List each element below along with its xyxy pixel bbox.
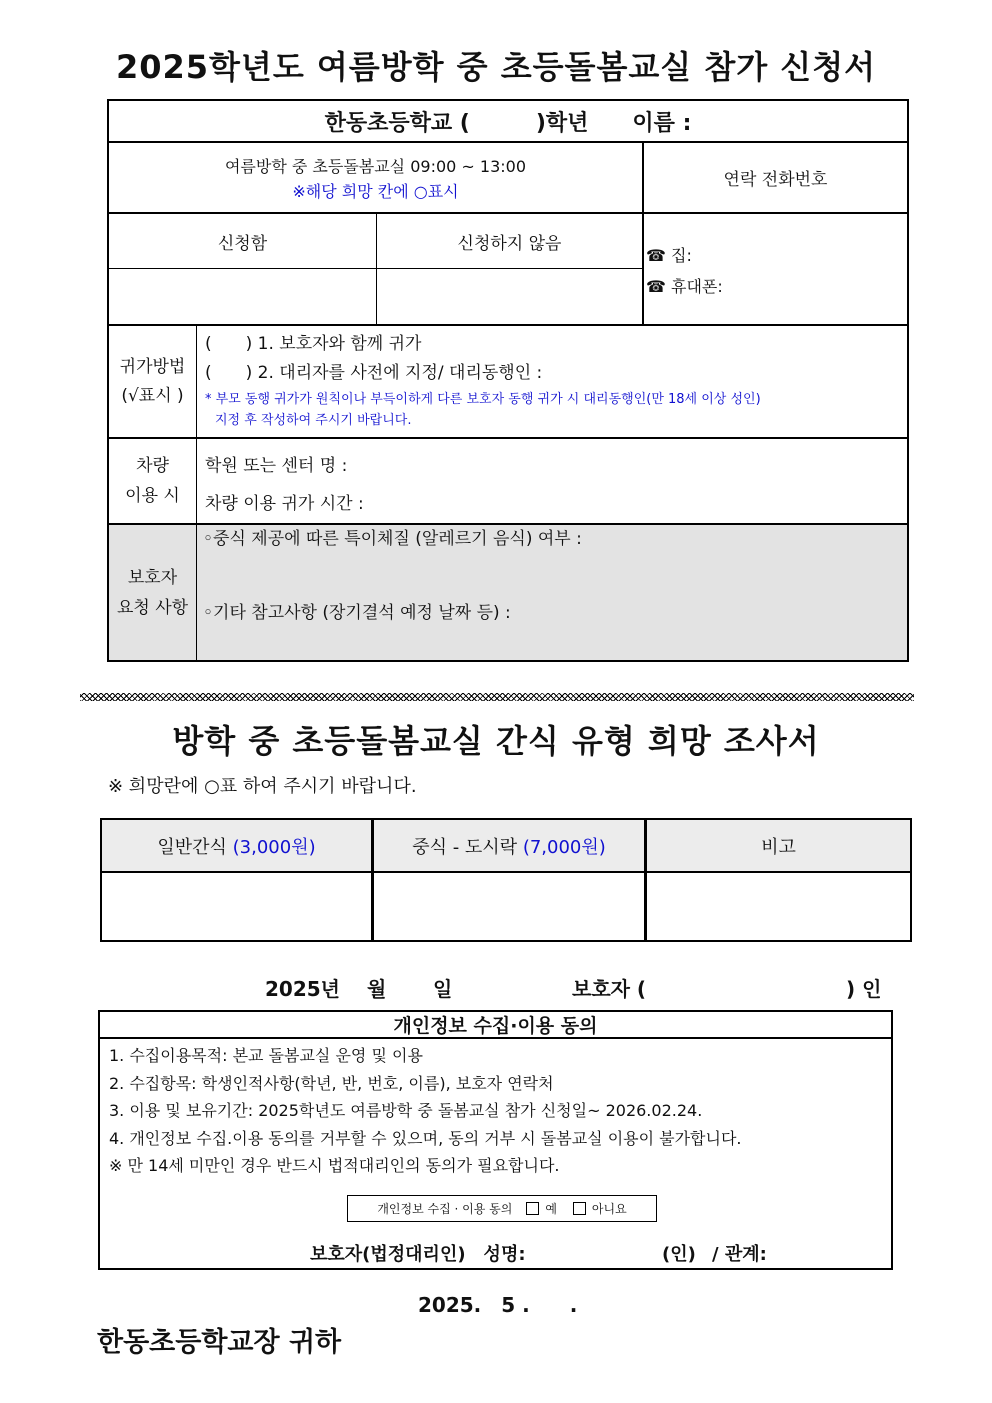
- vehicle-label-line1: 차량: [136, 456, 169, 476]
- privacy-consent-box: [98, 1010, 893, 1270]
- academy-name-field[interactable]: 학원 또는 센터 명 :: [205, 456, 348, 476]
- guardian-request-fields: [197, 525, 907, 660]
- consent-no-label: 아니요: [591, 1202, 627, 1216]
- consent-item: 3. 이용 및 보유기간: 2025학년도 여름방학 중 돌봄교실 참가 신청일~ 2026.02.24.: [109, 1101, 703, 1120]
- phone-cell[interactable]: [644, 214, 907, 326]
- guardian-label-line2: 요청 사항: [116, 597, 189, 618]
- phone-home[interactable]: ☎ 집:: [646, 246, 692, 265]
- return-option-1[interactable]: ( ) 1. 보호자와 함께 귀가: [205, 334, 422, 354]
- consent-item: 2. 수집항목: 학생인적사항(학년, 반, 번호, 이름), 보호자 연락처: [109, 1073, 554, 1093]
- consent-items: [109, 1042, 742, 1180]
- return-option-2[interactable]: ( ) 2. 대리자를 사전에 지정/ 대리동행인 :: [205, 363, 543, 383]
- other-notes-field[interactable]: ◦기타 참고사항 (장기결석 예정 날짜 등) :: [203, 603, 511, 623]
- return-label-check: (√표시 ): [121, 385, 184, 406]
- snack-general-label: 일반간식: [157, 836, 227, 858]
- survey-title: 방학 중 초등돌봄교실 간식 유형 희망 조사서: [172, 722, 820, 760]
- snack-lunch-header: [374, 820, 647, 873]
- sign-month[interactable]: 월: [367, 977, 387, 1001]
- guardian-seal: (인): [662, 1244, 696, 1265]
- apply-mark-cell[interactable]: [109, 269, 377, 326]
- remarks-cell[interactable]: [647, 873, 910, 940]
- guardian-relation-field[interactable]: / 관계:: [712, 1244, 767, 1265]
- return-method-label: [109, 326, 197, 439]
- form-title: 2025학년도 여름방학 중 초등돌봄교실 참가 신청서: [115, 48, 877, 86]
- application-form: [107, 99, 909, 662]
- return-method-options: [197, 326, 907, 439]
- phone-mobile[interactable]: ☎ 휴대폰:: [646, 277, 723, 296]
- snack-general-mark-cell[interactable]: [102, 873, 374, 940]
- snack-lunch-price: (7,000원): [522, 836, 606, 858]
- snack-general-price: (3,000원): [232, 836, 316, 858]
- program-info-cell: [109, 143, 644, 214]
- consent-agree-label: 개인정보 수집 · 이용 동의: [377, 1202, 513, 1216]
- return-note: * 부모 동행 귀가가 원칙이나 부득이하게 다른 보호자 동행 귀가 시 대리동행인(만 18세 이상 성인): [205, 392, 761, 407]
- footer-date[interactable]: 2025. 5 . .: [418, 1293, 578, 1317]
- consent-no-checkbox[interactable]: [573, 1202, 586, 1215]
- sign-day[interactable]: 일: [433, 977, 453, 1001]
- consent-yes-checkbox[interactable]: [526, 1202, 539, 1215]
- snack-lunch-mark-cell[interactable]: [374, 873, 647, 940]
- consent-agreement-box: [347, 1195, 657, 1222]
- sign-seal: ) 인: [846, 977, 882, 1001]
- return-label-text: 귀가방법: [119, 356, 186, 377]
- consent-item: 4. 개인정보 수집.이용 동의를 거부할 수 있으며, 동의 거부 시 돌봄교실 이용이 불가합니다.: [109, 1128, 742, 1148]
- remarks-header: 비고: [647, 820, 910, 873]
- sign-year: 2025년: [265, 977, 340, 1001]
- guardian-name-field[interactable]: 보호자(법정대리인) 성명:: [310, 1244, 526, 1265]
- snack-lunch-label: 중식 - 도시락: [412, 836, 518, 858]
- snack-survey-table: [100, 818, 912, 942]
- consent-title: 개인정보 수집·이용 동의: [100, 1012, 891, 1039]
- vehicle-fields: [197, 439, 907, 525]
- allergy-field[interactable]: ◦중식 제공에 따른 특이체질 (알레르기 음식) 여부 :: [203, 529, 582, 549]
- footer-addressee: 한동초등학교장 귀하: [97, 1327, 342, 1358]
- vehicle-label: [109, 439, 197, 525]
- return-note-cont: 지정 후 작성하여 주시기 바랍니다.: [215, 413, 412, 428]
- not-apply-header: 신청하지 않음: [377, 214, 644, 269]
- guardian-request-label: [109, 525, 197, 660]
- guardian-label-line1: 보호자: [127, 567, 178, 588]
- consent-item: 1. 수집이용목적: 본교 돌봄교실 운영 및 이용: [109, 1046, 423, 1065]
- school-grade-name-row[interactable]: 한동초등학교 ( )학년 이름 :: [109, 101, 907, 143]
- consent-yes-label: 예: [545, 1202, 557, 1216]
- cut-line-divider: [80, 693, 914, 701]
- program-line: 여름방학 중 초등돌봄교실 09:00 ~ 13:00: [224, 156, 527, 176]
- vehicle-time-field[interactable]: 차량 이용 귀가 시간 :: [205, 494, 364, 514]
- vehicle-label-line2: 이용 시: [125, 486, 180, 506]
- program-instruction: ※해당 희망 칸에 ○표시: [292, 181, 459, 201]
- sign-guardian[interactable]: 보호자 (: [572, 977, 647, 1001]
- not-apply-mark-cell[interactable]: [377, 269, 644, 326]
- consent-item: ※ 만 14세 미만인 경우 반드시 법적대리인의 동의가 필요합니다.: [109, 1156, 560, 1175]
- survey-instruction: ※ 희망란에 ○표 하여 주시기 바랍니다.: [108, 776, 417, 797]
- snack-general-header: [102, 820, 374, 873]
- contact-header: 연락 전화번호: [644, 143, 907, 214]
- apply-header: 신청함: [109, 214, 377, 269]
